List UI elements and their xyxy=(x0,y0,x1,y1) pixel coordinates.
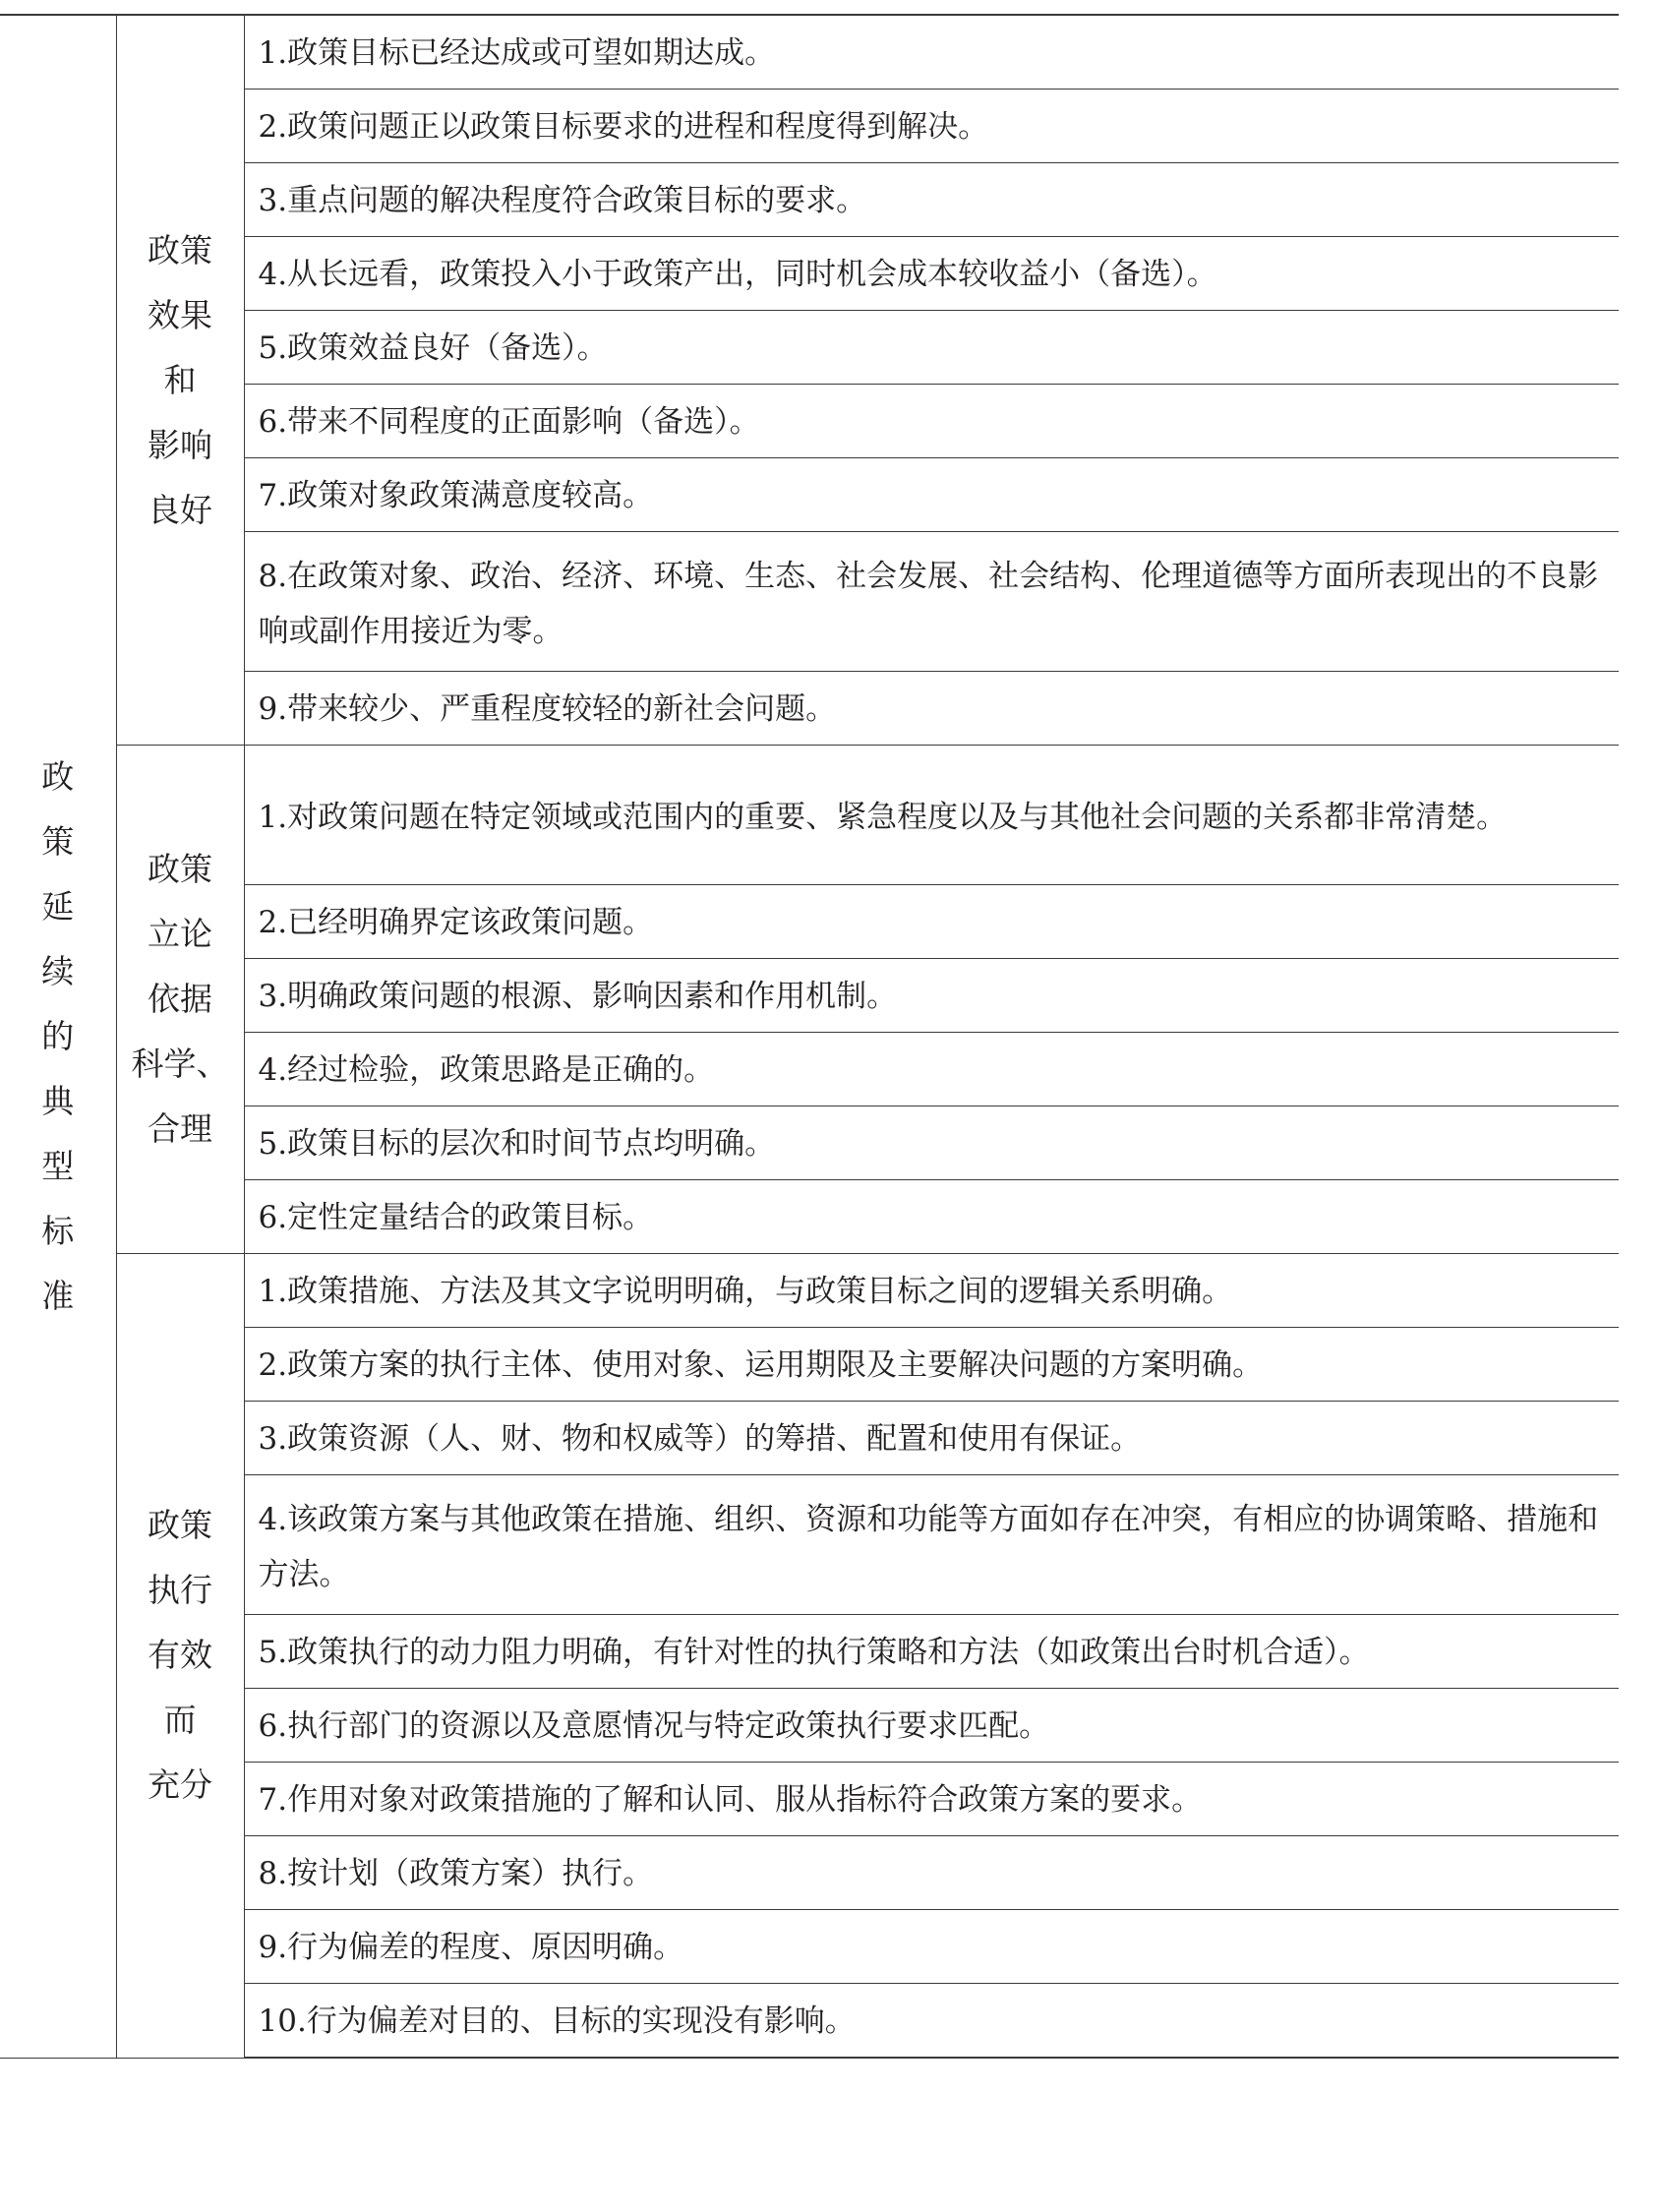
criterion-item: 5.政策执行的动力阻力明确，有针对性的执行策略和方法（如政策出台时机合适）。 xyxy=(244,1615,1619,1689)
criterion-item: 9.行为偏差的程度、原因明确。 xyxy=(244,1910,1619,1984)
main-category-cell xyxy=(0,15,116,2058)
criterion-item: 9.带来较少、严重程度较轻的新社会问题。 xyxy=(244,672,1619,746)
group-label-cell-effect xyxy=(116,15,244,746)
criterion-item: 5.政策效益良好（备选）。 xyxy=(244,311,1619,385)
group-label: 政策 立论 依据 科学、 合理 xyxy=(131,850,229,1148)
group-label: 政策 效果 和 影响 良好 xyxy=(148,230,212,529)
criterion-item: 6.执行部门的资源以及意愿情况与特定政策执行要求匹配。 xyxy=(244,1689,1619,1763)
criterion-item: 10.行为偏差对目的、目标的实现没有影响。 xyxy=(244,1984,1619,2059)
table-row xyxy=(0,1254,1619,1328)
criterion-item: 1.政策措施、方法及其文字说明明确，与政策目标之间的逻辑关系明确。 xyxy=(244,1254,1619,1328)
criterion-item: 2.政策问题正以政策目标要求的进程和程度得到解决。 xyxy=(244,90,1619,163)
criterion-item: 7.作用对象对政策措施的了解和认同、服从指标符合政策方案的要求。 xyxy=(244,1763,1619,1836)
criterion-item: 4.从长远看，政策投入小于政策产出，同时机会成本较收益小（备选）。 xyxy=(244,237,1619,311)
criterion-item: 3.重点问题的解决程度符合政策目标的要求。 xyxy=(244,163,1619,237)
criterion-item: 3.明确政策问题的根源、影响因素和作用机制。 xyxy=(244,959,1619,1033)
group-label-cell-execution xyxy=(116,1254,244,2059)
criterion-item: 6.带来不同程度的正面影响（备选）。 xyxy=(244,385,1619,458)
criterion-item: 5.政策目标的层次和时间节点均明确。 xyxy=(244,1106,1619,1180)
criterion-item: 8.在政策对象、政治、经济、环境、生态、社会发展、社会结构、伦理道德等方面所表现出的不良影响或副作用接近为零。 xyxy=(244,532,1619,672)
criterion-item: 8.按计划（政策方案）执行。 xyxy=(244,1836,1619,1910)
group-label-cell-basis xyxy=(116,746,244,1254)
main-category-label: 政 策 延 续 的 典 型 标 准 xyxy=(41,756,75,1315)
criterion-item: 2.已经明确界定该政策问题。 xyxy=(244,885,1619,959)
criterion-item: 1.政策目标已经达成或可望如期达成。 xyxy=(244,15,1619,90)
criterion-item: 7.政策对象政策满意度较高。 xyxy=(244,458,1619,532)
table-row xyxy=(0,15,1619,90)
criterion-item: 4.经过检验，政策思路是正确的。 xyxy=(244,1033,1619,1106)
criterion-item: 3.政策资源（人、财、物和权威等）的筹措、配置和使用有保证。 xyxy=(244,1402,1619,1475)
criterion-item: 6.定性定量结合的政策目标。 xyxy=(244,1180,1619,1254)
criteria-table xyxy=(0,14,1619,2059)
criterion-item: 2.政策方案的执行主体、使用对象、运用期限及主要解决问题的方案明确。 xyxy=(244,1328,1619,1402)
group-label: 政策 执行 有效 而 充分 xyxy=(148,1506,212,1805)
table-row xyxy=(0,746,1619,885)
criterion-item: 1.对政策问题在特定领域或范围内的重要、紧急程度以及与其他社会问题的关系都非常清楚。 xyxy=(244,746,1619,885)
criterion-item: 4.该政策方案与其他政策在措施、组织、资源和功能等方面如存在冲突，有相应的协调策略、措施和方法。 xyxy=(244,1475,1619,1615)
